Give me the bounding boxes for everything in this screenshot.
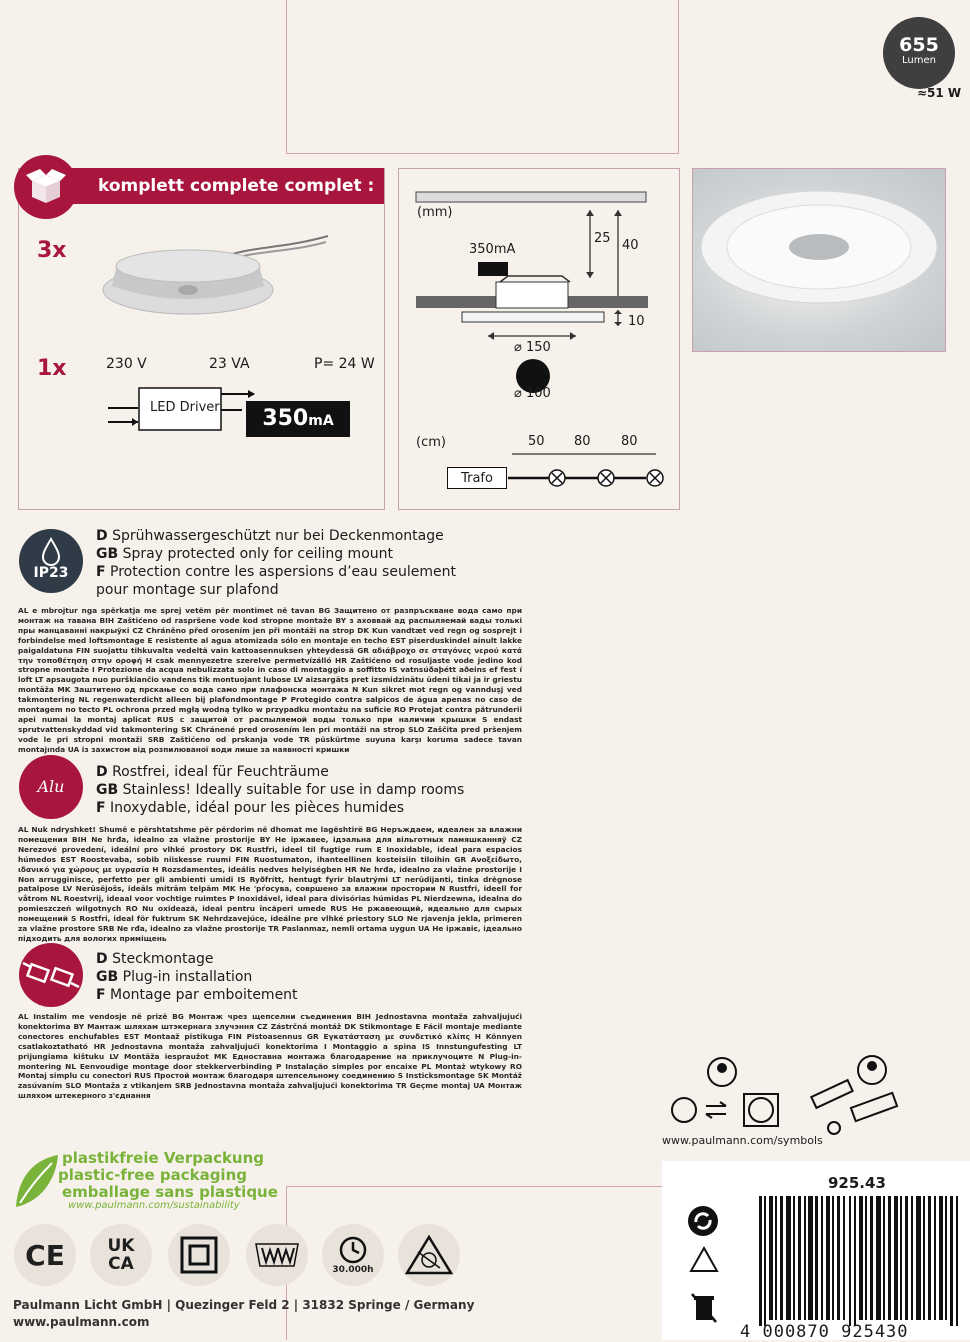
unit-cm: (cm) bbox=[416, 435, 446, 450]
packaging-url[interactable]: www.paulmann.com/sustainability bbox=[68, 1200, 240, 1211]
mm-furniture-icon bbox=[246, 1224, 308, 1286]
feature-ip23-text: D Sprühwassergeschützt nur bei Deckenmontage GB Spray protected only for ceiling mount F Protection contre les aspersions d’eau seulement pour montage sur plafond bbox=[96, 528, 456, 598]
recycling-code-icon bbox=[688, 1245, 720, 1281]
company-website[interactable]: www.paulmann.com bbox=[13, 1315, 150, 1329]
no-ball-impact-icon bbox=[398, 1224, 460, 1286]
leaf-icon bbox=[12, 1151, 62, 1213]
packaging-de: plastikfreie Verpackung bbox=[62, 1149, 265, 1167]
qty-spots: 3x bbox=[37, 238, 67, 263]
company-address: Paulmann Licht GmbH | Quezinger Feld 2 | 31832 Springe / Germany bbox=[13, 1298, 475, 1312]
alu-label: Alu bbox=[37, 777, 65, 796]
dim-current: 350mA bbox=[469, 242, 516, 257]
ip23-badge bbox=[19, 529, 83, 593]
feature-plugin-text: D Steckmontage GB Plug-in installation F Montage par emboitement bbox=[96, 951, 298, 1003]
lifetime-icon bbox=[322, 1224, 384, 1286]
lumen-badge bbox=[883, 17, 955, 89]
fold-line bbox=[286, 1186, 679, 1187]
dim-height-40: 40 bbox=[622, 238, 639, 253]
plugin-translations: AL Instalim me vendosje në prizë BG Монтаж чрез щепселни съединения BIH Jednostavna montaža zahvaljujući konektorima BY Мантаж шляхам штэкернага злучэння CZ Zástrčná montáž DK Stikmontage E Fácil montaje mediante conectores enchufables EST Montaaž pistikuga FIN Pistoasennus GR Εγκατάσταση με συνδετικό κλίπς H Könnyen csatlakoztatható HR Jednostavna montaža zahvaljujući konektorima I Montaggio a spina IS Innstungufesting LT prijungiama kištuku LV Montāža iespraužot MK Едноставна монтажа благодарение на приклучоците N Plug-in-montering NL Eenvoudige montage door stekkerverbinding P Instalação simples por encaixe PL Montaż wtykowy RO Montaj simplu cu conectori RUS Простой монтаж благодаря штепсельному соединению S Insticksmontage SK Montáž zasúvaním SLO Montaža z vtikanjem SRB Jednostavna montaža zahvaljujući konektorima TR Geçme montaj UA Монтаж шляхом штекерного з'єднання bbox=[18, 1012, 522, 1101]
ean-number: 4 000870 925430 bbox=[740, 1322, 909, 1342]
dim-height-25: 25 bbox=[594, 231, 611, 246]
qty-driver: 1x bbox=[37, 356, 67, 381]
watt-equivalent: ≈51 W bbox=[917, 86, 962, 100]
packaging-fr: emballage sans plastique bbox=[62, 1183, 278, 1201]
ip23-translations: AL e mbrojtur nga spërkatja me sprej vetëm për montimet në tavan BG Защитено от разпръскване вода само при монтаж на тавана BIH Zaštićeno od raspršene vode kod stropne montaže BY з аховвай ад распыляемай вады толькі пры манцаванні накрыўкі CZ Chráněno před orosením jen při montáži na strop DK Kun vandtæt ved regn og sosprejt i forbindelse med loftsmontage E resistente al agua atomizada sólo en montaje en techo EST piserduskindel ainult lakke paigaldatuna FIN suojattu tihkuvalta vedeltä vain kattoasennuksen yhteydessä GR αδιάβροχο σε σταγόνες νερού κατά την τοποθέτηση στην οροφή H csak mennyezetre szerelve permetvízálló HR Zaštićeno od rosuljaste vode jedino kod stropne montaže I Protezione da acqua nebulizzata solo in caso di montaggio a soffitto IS vatnsúðaþétt aðeins ef fest í loft LT apsaugota nuo purškiančio vandens tik montuojant lubose LV aizsargāts pret izsmidzinātu ūdeni tikai ja ir griestu montāža MK Заштитено од прскање со вода само при плафонска монтажа N Kun sikret mot regn og vannduşj ved takmontering NL regenwaterdicht alleen bij plafondmontage P Protegido contra salpicos de água apenas no caso de montagem no tecto PL ochrona przed mgłą wodną tylko w przypadku montażu na suficie RO Protejat contra pătrunderii apei numai la montaj aplicat RUS с защитой от распыляемой воды только при наличии крышки S endast sprutvattenskyddad vid takmontering SK Chránené pred orosením len pri montáži na strop SLO Zaščita pred pršenjem vode le pri stropni montaži SRB Zaštićeno od prskanja vode TR püskürtme suyuna karşı koruma sadece tavan montajında UA із захистом від розпилюваної води лише за наявності кришки bbox=[18, 606, 522, 754]
voltage: 230 V bbox=[106, 356, 147, 372]
ip23-label: IP23 bbox=[33, 565, 69, 581]
ce-mark: CE bbox=[14, 1224, 76, 1286]
dim-diameter: ⌀ 150 bbox=[514, 340, 551, 355]
current-unit: mA bbox=[308, 413, 334, 429]
recycle-icon bbox=[686, 1204, 720, 1242]
packaging-en: plastic-free packaging bbox=[58, 1166, 247, 1184]
ukca-mark: UK CA bbox=[90, 1224, 152, 1286]
alu-badge bbox=[19, 755, 83, 819]
trash-bin-icon bbox=[690, 1292, 718, 1328]
article-number: 925.43 bbox=[828, 1174, 886, 1192]
current-value: 350 bbox=[262, 406, 309, 431]
fold-line bbox=[286, 153, 679, 154]
product-photo bbox=[692, 168, 946, 352]
lumen-unit: Lumen bbox=[902, 55, 936, 66]
lumen-value: 655 bbox=[899, 34, 939, 56]
symbols-url[interactable]: www.paulmann.com/symbols bbox=[662, 1134, 823, 1147]
class-ii-icon bbox=[168, 1224, 230, 1286]
unit-mm: (mm) bbox=[417, 205, 453, 220]
feature-alu-text: D Rostfrei, ideal für Feuchträume GB Stainless! Ideally suitable for use in damp rooms F Inoxydable, idéal pour les pièces humides bbox=[96, 764, 465, 816]
dim-thickness: 10 bbox=[628, 314, 645, 329]
dim-cutout: ⌀ 100 bbox=[514, 386, 551, 401]
lifetime-hours: 30.000h bbox=[332, 1265, 374, 1275]
box-icon bbox=[14, 155, 78, 219]
spotlight-image bbox=[96, 228, 336, 318]
fold-line bbox=[678, 0, 679, 154]
alu-translations: AL Nuk ndryshket! Shumë e përshtatshme për përdorim në dhomat me lagështirë BG Неръждаем, идеален за влажни помещения BIH Ne hrđa, idealno za vlažne prostorije BY Не іржавее, ідэальна для вільготных памяшканняў CZ Nerezové provedení, ideální pro vlhké prostory DK Rustfri, ideel til fugtige rum E Inoxidable, ideal para espacios húmedos EST Roostevaba, sobib niiskesse ruumi FIN Ruostumaton, ihanteellinen kosteisiin tiloihin GR Ανοξείδωτο, ιδανικό για χώρους με υγρασία H Rozsdamentes, ideális nedves helyiségben HR Ne hrđa, idealno za vlažne prostorije I Non arrugginisce, perfetto per gli ambienti umidi IS Ryðfrítt, hentugt fyrir blautrými LT nerūdijanti, tinka drėgnose patalpose LV Nerūsējošs, ideāls mitrām telpām MK Не 'рѓосува, совршено за влажни простории N Rustfri, ideell for våtrom NL Roestvrij, ideaal voor vochtige ruimtes P Inoxidável, ideal para divisórias húmidas PL Nierdzewna, idealna do pomieszczeń wilgotnych RO Nu oxidează, ideal pentru încăperi umede RUS Не ржавеющий, идеально для сырых помещений S Rostfri, ideal för fuktrum SK Nehrdzavejúce, ideálne pre vlhké priestory SLO Ne rjavenja jekla, primeren za vlažne prostore SRB Ne rđa, idealno za vlažne prostorije TR Paslanmaz, nemli ortama uygun UA Не іржавіє, ідеально підходить для вологих приміщень bbox=[18, 825, 522, 943]
trafo-box: Trafo bbox=[447, 467, 507, 489]
plug-in-icon bbox=[19, 943, 83, 1007]
kit-panel bbox=[18, 168, 385, 510]
dist-2: 80 bbox=[574, 434, 591, 449]
kit-banner: komplett complete complet : bbox=[40, 168, 384, 204]
power-w: P= 24 W bbox=[314, 356, 375, 372]
dist-1: 50 bbox=[528, 434, 545, 449]
barcode bbox=[757, 1196, 970, 1326]
power-va: 23 VA bbox=[209, 356, 250, 372]
dist-3: 80 bbox=[621, 434, 638, 449]
driver-label: LED Driver bbox=[150, 400, 220, 415]
current-badge bbox=[246, 401, 350, 437]
symbols-graphic bbox=[662, 1052, 912, 1132]
fold-line bbox=[286, 0, 287, 154]
